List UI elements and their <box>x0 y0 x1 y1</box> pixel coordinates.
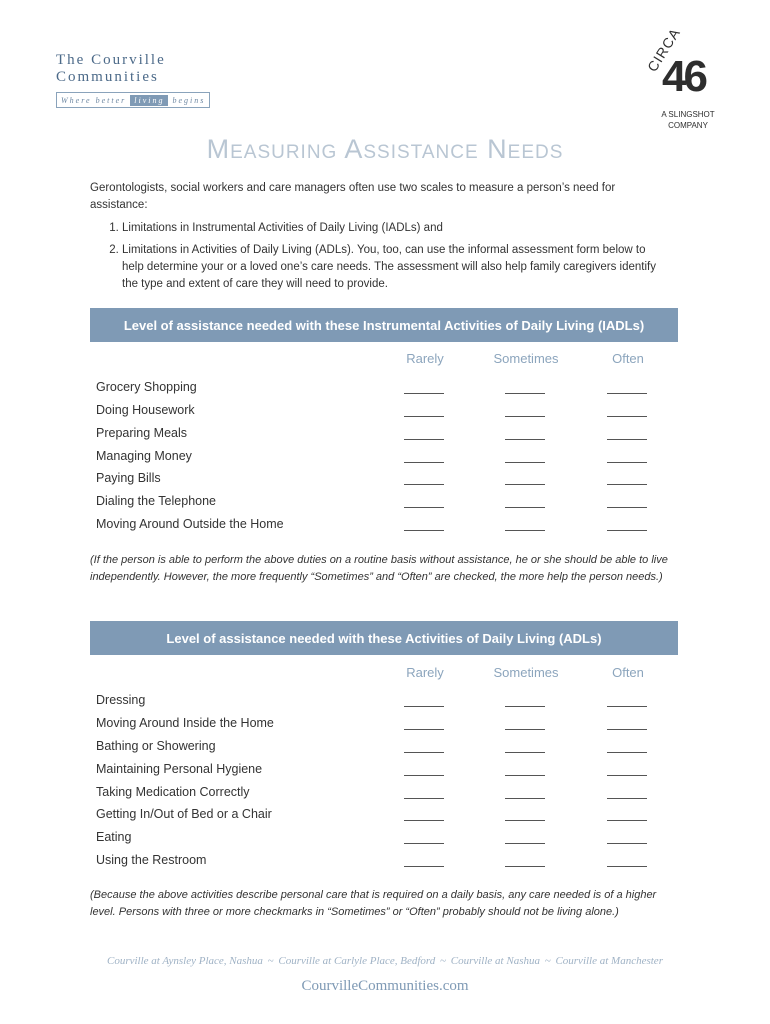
circa-sub2: COMPANY <box>668 121 708 130</box>
rarely-blank[interactable] <box>404 842 444 844</box>
adl-row <box>96 693 656 713</box>
intro-list <box>90 220 660 293</box>
rarely-blank[interactable] <box>404 774 444 776</box>
iadl-row <box>96 471 656 491</box>
iadl-row-label: Doing Housework <box>96 403 195 417</box>
iadl-row <box>96 449 656 469</box>
intro-paragraph: Gerontologists, social workers and care managers often use two scales to measure a person’s need for assistance: <box>90 182 616 211</box>
often-blank[interactable] <box>607 438 647 440</box>
iadl-col-rarely: Rarely <box>406 351 444 366</box>
intro-item: 1. Limitations in Instrumental Activities of Daily Living (IADLs) and <box>122 220 660 237</box>
intro-item: 2. Limitations in Activities of Daily Living (ADLs). You, too, can use the informal assessment form below to help determine your or a loved one’s care needs. The assessment will also help family caregivers identify the type and extent of care they will need to provide. <box>122 242 660 293</box>
adl-row-label: Bathing or Showering <box>96 739 216 753</box>
iadl-row-label: Managing Money <box>96 449 192 463</box>
adl-row-label: Taking Medication Correctly <box>96 785 250 799</box>
adl-row-label: Getting In/Out of Bed or a Chair <box>96 807 272 821</box>
adl-row <box>96 853 656 873</box>
adl-row <box>96 807 656 827</box>
often-blank[interactable] <box>607 797 647 799</box>
page-title: Measuring Assistance Needs <box>206 134 564 164</box>
iadl-row <box>96 403 656 423</box>
footer-location: Courville at Nashua <box>450 955 540 967</box>
iadl-row <box>96 426 656 446</box>
adl-col-sometimes: Sometimes <box>493 665 559 680</box>
adl-row-label: Eating <box>96 830 132 844</box>
logo-tagline <box>56 92 210 108</box>
iadl-row-label: Preparing Meals <box>96 426 188 440</box>
sometimes-blank[interactable] <box>505 705 545 707</box>
circa-subtitle <box>646 109 730 131</box>
iadl-note: (If the person is able to perform the above duties on a routine basis without assistance, he or she should be able to live independently. However, the more frequently “Sometimes” and “Often” are checked, the more help the person needs.) <box>90 554 668 583</box>
sometimes-blank[interactable] <box>505 819 545 821</box>
adl-row-label: Moving Around Inside the Home <box>96 716 274 730</box>
iadl-col-often: Often <box>612 351 644 366</box>
iadl-row-label: Dialing the Telephone <box>96 494 217 508</box>
sometimes-blank[interactable] <box>505 506 545 508</box>
often-blank[interactable] <box>607 774 647 776</box>
adl-row <box>96 785 656 805</box>
intro-section <box>90 180 660 298</box>
iadl-row <box>96 380 656 400</box>
iadl-row-label: Paying Bills <box>96 471 161 485</box>
rarely-blank[interactable] <box>404 819 444 821</box>
rarely-blank[interactable] <box>404 438 444 440</box>
sometimes-blank[interactable] <box>505 529 545 531</box>
often-blank[interactable] <box>607 819 647 821</box>
circa-word: CIRCA <box>644 24 684 75</box>
website-link[interactable]: CourvilleCommunities.com <box>301 978 469 994</box>
tagline-post: begins <box>172 95 206 105</box>
often-blank[interactable] <box>607 415 647 417</box>
rarely-blank[interactable] <box>404 506 444 508</box>
sometimes-blank[interactable] <box>505 461 545 463</box>
iadl-col-sometimes: Sometimes <box>493 351 559 366</box>
sometimes-blank[interactable] <box>505 415 545 417</box>
sometimes-blank[interactable] <box>505 797 545 799</box>
company-logo <box>56 52 216 108</box>
often-blank[interactable] <box>607 705 647 707</box>
adl-row-label: Using the Restroom <box>96 853 207 867</box>
logo-line1: The Courville <box>56 52 166 68</box>
sometimes-blank[interactable] <box>505 438 545 440</box>
often-blank[interactable] <box>607 751 647 753</box>
sometimes-blank[interactable] <box>505 728 545 730</box>
adl-row-label: Dressing <box>96 693 146 707</box>
sometimes-blank[interactable] <box>505 774 545 776</box>
adl-col-rarely: Rarely <box>406 665 444 680</box>
tagline-pre: Where better <box>61 95 127 105</box>
sometimes-blank[interactable] <box>505 865 545 867</box>
rarely-blank[interactable] <box>404 461 444 463</box>
sometimes-blank[interactable] <box>505 392 545 394</box>
often-blank[interactable] <box>607 461 647 463</box>
footer-location: Courville at Aynsley Place, Nashua <box>107 955 263 967</box>
often-blank[interactable] <box>607 842 647 844</box>
adl-row-label: Maintaining Personal Hygiene <box>96 762 263 776</box>
iadl-row <box>96 517 656 537</box>
rarely-blank[interactable] <box>404 865 444 867</box>
often-blank[interactable] <box>607 483 647 485</box>
swoosh-icon: ~ <box>544 955 551 967</box>
rarely-blank[interactable] <box>404 797 444 799</box>
footer-location: Courville at Carlyle Place, Bedford <box>278 955 436 967</box>
adl-row <box>96 739 656 759</box>
sometimes-blank[interactable] <box>505 751 545 753</box>
adl-row <box>96 830 656 850</box>
sometimes-blank[interactable] <box>505 483 545 485</box>
rarely-blank[interactable] <box>404 751 444 753</box>
rarely-blank[interactable] <box>404 728 444 730</box>
swoosh-icon: ~ <box>440 955 446 967</box>
logo-line2: Communities <box>56 69 159 85</box>
iadl-row-label: Moving Around Outside the Home <box>96 517 284 531</box>
often-blank[interactable] <box>607 506 647 508</box>
rarely-blank[interactable] <box>404 529 444 531</box>
iadl-row-label: Grocery Shopping <box>96 380 197 394</box>
rarely-blank[interactable] <box>404 483 444 485</box>
adl-note: (Because the above activities describe personal care that is required on a daily basis, any care needed is of a higher level. Persons with three or more checkmarks in “Sometimes” or “Often” probably should not be living alone.) <box>90 889 657 918</box>
circa-number: 46 <box>662 52 705 101</box>
adl-col-often: Often <box>612 665 644 680</box>
iadl-heading: Level of assistance needed with these Instrumental Activities of Daily Living (IADLs) <box>90 308 678 342</box>
often-blank[interactable] <box>607 529 647 531</box>
circa-46-logo <box>640 24 730 132</box>
adl-row <box>96 716 656 736</box>
swoosh-icon: ~ <box>267 955 274 967</box>
often-blank[interactable] <box>607 865 647 867</box>
often-blank[interactable] <box>607 392 647 394</box>
rarely-blank[interactable] <box>404 415 444 417</box>
sometimes-blank[interactable] <box>505 842 545 844</box>
circa-sub1: A SLINGSHOT <box>661 110 715 119</box>
tagline-highlight: living <box>130 95 168 106</box>
adl-heading: Level of assistance needed with these Activities of Daily Living (ADLs) <box>90 621 678 655</box>
adl-row <box>96 762 656 782</box>
rarely-blank[interactable] <box>404 705 444 707</box>
footer-location: Courville at Manchester <box>555 955 663 967</box>
iadl-row <box>96 494 656 514</box>
often-blank[interactable] <box>607 728 647 730</box>
rarely-blank[interactable] <box>404 392 444 394</box>
footer-locations <box>0 955 770 967</box>
